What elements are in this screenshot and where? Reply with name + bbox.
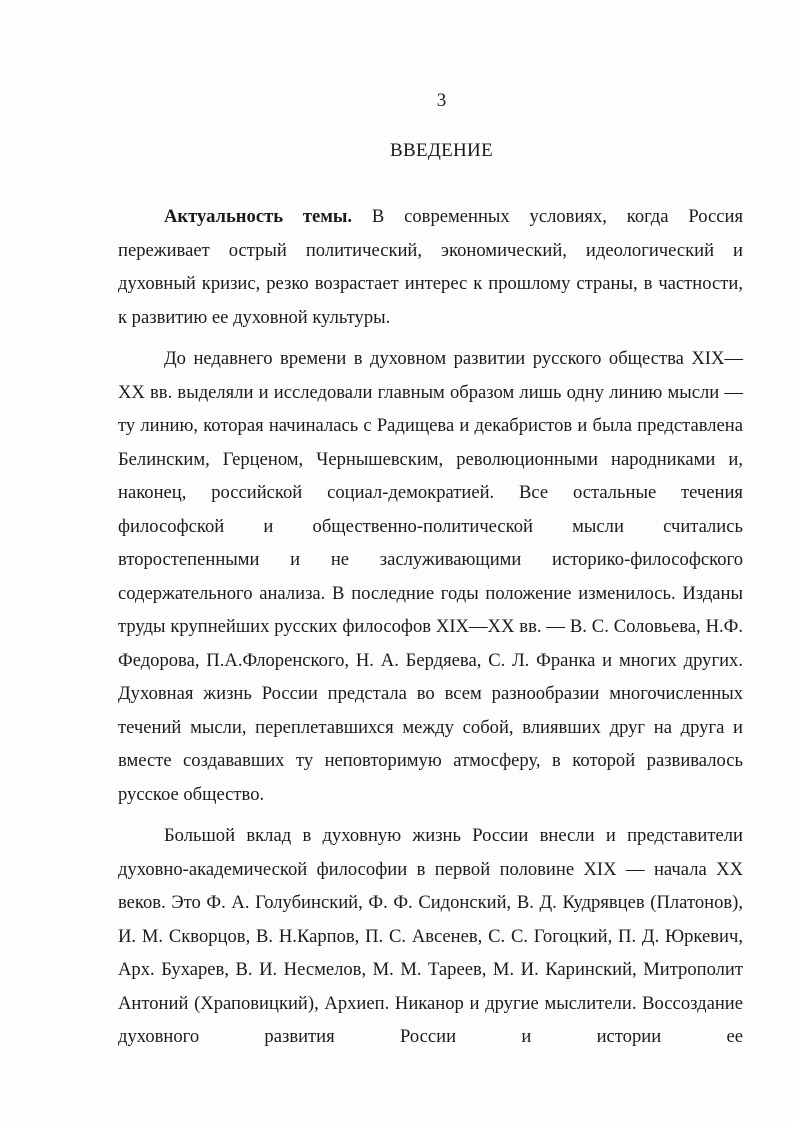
paragraph-text-relevance: В современных условиях, когда Россия переживает острый политический, экономический, идеологический и духовный кризис, резко возрастает интерес к прошлому страны, в частности, к развитию ее духовной культуры. [118,206,743,328]
section-title: ВВЕДЕНИЕ [390,140,493,161]
paragraph-academic-philosophy: Большой вклад в духовную жизнь России внесли и представители духовно-академической философии в первой половине XIX — начала XX веков. Это Ф. А. Голубинский, Ф. Ф. Сидонский, В. Д. Кудрявцев (Платонов), И. М. Скворцов, В. Н.Карпов, П. С. Авсенев, С. С. Гогоцкий, П. Д. Юркевич, Арх. Бухарев, В. И. Несмелов, М. М. Тареев, М. И. Каринский, Митрополит Антоний (Храповицкий), Архиеп. Никанор и другие мыслители. Воссоздание духовного развития России и истории ее [118,825,743,1047]
paragraph-lead-relevance: Актуальность темы. [164,206,353,227]
paragraph-history: До недавнего времени в духовном развитии русского общества XIX—XX вв. выделяли и исследовали главным образом лишь одну линию мысли — ту линию, которая начиналась с Радищева и декабристов и была представлена Белинским, Герценом, Чернышевским, революционными народниками и, наконец, российской социал-демократией. Все остальные течения философской и общественно-политической мысли считались второстепенными и не заслуживающими историко-философского содержательного анализа. В последние годы положение изменилось. Изданы труды крупнейших русских философов XIX—XX вв. — В. С. Соловьева, Н.Ф. Федорова, П.А.Флоренского, Н. А. Бердяева, С. Л. Франка и многих других. Духовная жизнь России предстала во всем разнообразии многочисленных течений мысли, переплетавшихся между собой, влиявших друг на друга и вместе создававших ту неповторимую атмосферу, в которой развивалось русское общество. [118,348,743,805]
page-number: 3 [436,90,447,111]
paragraph-relevance [118,200,743,334]
body-text [118,200,743,1054]
